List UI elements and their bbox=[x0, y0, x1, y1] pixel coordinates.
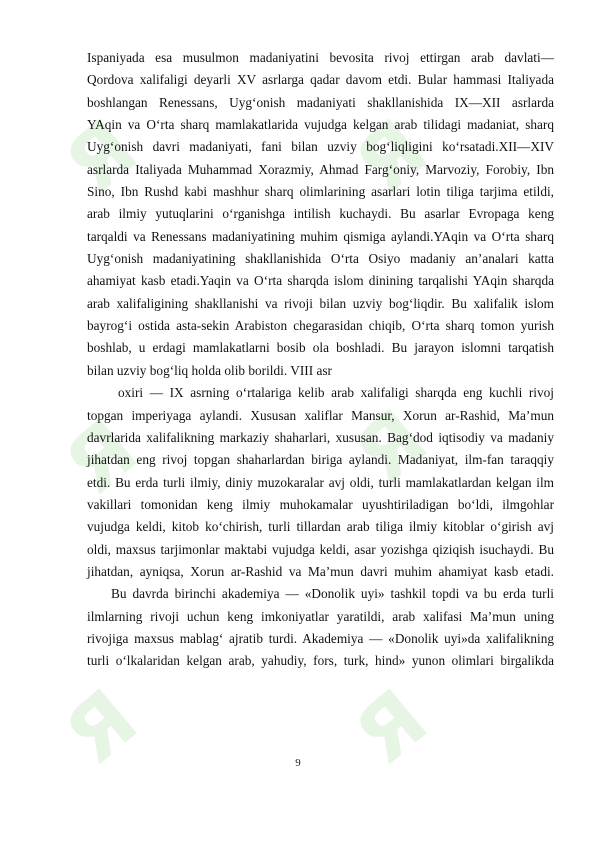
text-line: jihatdan eng rivoj topgan shaharlardan biriga aylandi. Madaniyat, ilm-fan taraqqiy bbox=[87, 452, 554, 468]
body-text bbox=[87, 47, 554, 673]
text-line: topgan imperiyaga aylandi. Xususan xaliflar Mansur, Xorun ar-Rashid, Ma’mun bbox=[87, 407, 554, 423]
text-line: vujudga keldi, kitob ko‘chirish, turli tillardan arab tiliga ilmiy kitoblar o‘girish avj bbox=[87, 519, 554, 535]
text-line: arab ilmiy yutuqlarini o‘rganishga intilish kuchaydi. Bu asarlar Evropaga keng bbox=[87, 206, 554, 222]
text-line: arab xalifaligining shakllanishi va rivoji bilan uzviy bog‘liqdir. Bu xalifalik islom bbox=[87, 295, 554, 311]
text-line: asrlarda Italiyada Muhammad Xorazmiy, Ahmad Farg‘oniy, Marvoziy, Forobiy, Ibn bbox=[87, 161, 554, 177]
text-line: ilmlarning rivoji uchun keng imkoniyatlar yaratildi, arab xalifasi Ma’mun uning bbox=[87, 608, 554, 624]
text-line: jihatdan, ayniqsa, Xorun ar-Rashid va Ma’mun davri muhim ahamiyat kasb etadi. bbox=[87, 563, 554, 579]
text-line: YAqin va O‘rta sharq mamlakatlarida vujudga kelgan arab tilidagi madaniat, sharq bbox=[87, 117, 554, 133]
text-line: tarqaldi va Renessans madaniyatining muhim qismiga aylandi.YAqin va O‘rta sharq bbox=[87, 228, 554, 244]
text-line: Ispaniyada esa musulmon madaniyatini bevosita rivoj ettirgan arab davlati— bbox=[87, 50, 554, 65]
text-line: Uyg‘onish davri madaniyati, fani bilan uzviy bog‘liqligini ko‘rsatadi.XII—XIV bbox=[87, 139, 554, 155]
watermark-glyph: Я bbox=[337, 670, 447, 783]
watermark-glyph: Я bbox=[47, 400, 157, 513]
text-line: oldi, maxsus tarjimonlar maktabi vujudga keldi, asar yozishga qiziqish isuchaydi. Bu bbox=[87, 541, 554, 557]
text-line: boshlab, u erdagi mamlakatlarni bosib ola boshladi. Bu jarayon islomni tarqatish bbox=[87, 340, 554, 356]
watermark-glyph: Я bbox=[337, 100, 447, 213]
page-number: 9 bbox=[295, 757, 301, 769]
text-line: Qordova xalifaligi deyarli XV asrlarga qadar davom etdi. Bular hammasi Italiyada bbox=[87, 72, 554, 88]
text-line: bayrog‘i ostida asta-sekin Arabiston chegarasidan chiqib, O‘rta sharq tomon yurish bbox=[87, 318, 554, 334]
text-line: vakillari tomonidan keng ilmiy muhokamalar uyushtiriladigan bo‘ldi, ilmgohlar bbox=[87, 496, 554, 512]
watermark-glyph: Я bbox=[47, 100, 157, 213]
text-line: Sino, Ibn Rushd kabi mashhur sharq olimlarining asarlari lotin tiliga tarjima etildi, bbox=[87, 184, 554, 200]
text-line: Bu davrda birinchi akademiya — «Donolik uyi» tashkil topdi va bu erda turli bbox=[111, 586, 554, 602]
text-line: rivojiga maxsus mablag‘ ajratib turdi. Akademiya — «Donolik uyi»da xalifalikning bbox=[87, 630, 554, 646]
text-line: Uyg‘onish madaniyatining shakllanishida O‘rta Osiyo madaniy an’analari katta bbox=[87, 251, 554, 267]
text-line: turli o‘lkalaridan kelgan arab, yahudiy, fors, turk, hind» yunon olimlari birgalikda bbox=[87, 653, 554, 669]
text-line: davrlarida xalifalikning markaziy shaharlari, xususan. Bag‘dod iqtisodiy va madaniy bbox=[87, 429, 554, 445]
text-line: bilan uzviy bog‘liq holda olib borildi. VIII asr bbox=[87, 362, 332, 378]
watermark-glyph: Я bbox=[337, 390, 447, 503]
text-line: boshlangan Renessans, Uyg‘onish madaniyati shakllanishida IX—XII asrlarda bbox=[87, 94, 554, 110]
text-line: ahamiyat kasb etadi.Yaqin va O‘rta sharqda islom dinining tarqalishi YAqin sharqda bbox=[87, 273, 554, 289]
watermark-glyph: Я bbox=[47, 670, 157, 783]
text-line: etdi. Bu erda turli ilmiy, diniy muzokaralar avj oldi, turli mamlakatlardan kelgan ilm bbox=[87, 474, 554, 490]
text-line: oxiri — IX asrning o‘rtalariga kelib arab xalifaligi sharqda eng kuchli rivoj bbox=[118, 385, 554, 401]
